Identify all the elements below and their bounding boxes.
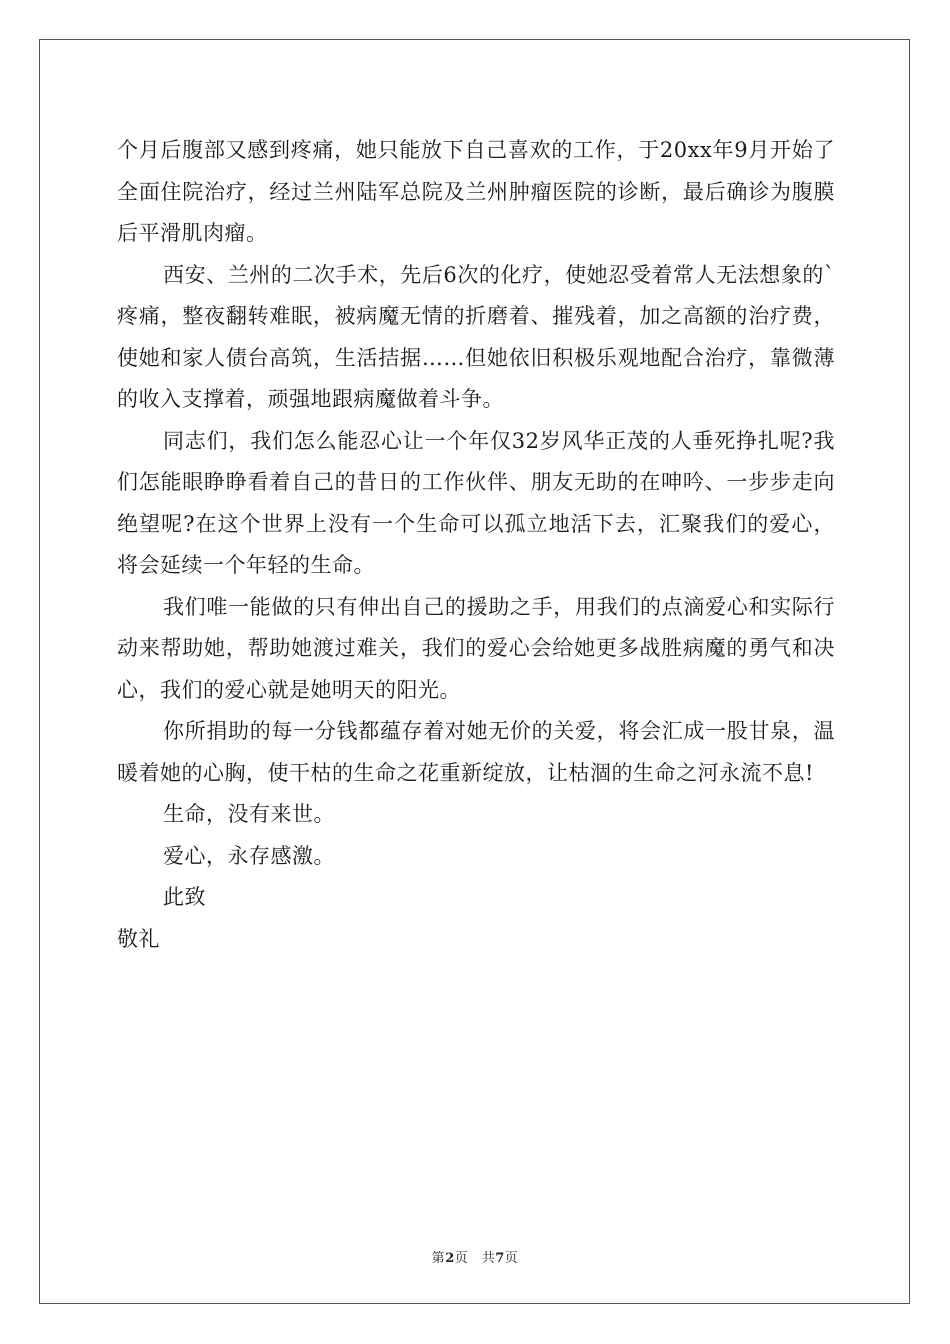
paragraph-2: 西安、兰州的二次手术，先后6次的化疗，使她忍受着常人无法想象的`疼痛，整夜翻转难眠，被病魔无情的折磨着、摧残着，加之高额的治疗费，使她和家人债台高筑，生活拮据……但她依旧积极乐观地配合治疗，靠微薄的收入支撑着，顽强地跟病魔做着斗争。 [117, 262, 835, 411]
page-footer [0, 1247, 950, 1266]
closing-regards: 敬礼 [117, 926, 160, 951]
paragraph-7: 爱心，永存感激。 [163, 843, 335, 868]
footer-page-current: 2 [445, 1251, 455, 1266]
footer-mid: 页 共 [454, 1251, 496, 1266]
closing-salutation: 此致 [163, 885, 206, 909]
document-body [117, 130, 835, 960]
paragraph-1: 个月后腹部又感到疼痛，她只能放下自己喜欢的工作，于20xx年9月开始了全面住院治疗，经过兰州陆军总院及兰州肿瘤医院的诊断，最后确诊为腹膜后平滑肌肉瘤。 [117, 138, 835, 245]
footer-page-total: 7 [495, 1251, 505, 1266]
paragraph-4: 我们唯一能做的只有伸出自己的援助之手，用我们的点滴爱心和实际行动来帮助她，帮助她渡过难关，我们的爱心会给她更多战胜病魔的勇气和决心，我们的爱心就是她明天的阳光。 [117, 594, 835, 702]
footer-prefix: 第 [431, 1251, 446, 1266]
paragraph-6: 生命，没有来世。 [163, 802, 335, 826]
footer-suffix: 页 [504, 1251, 519, 1266]
paragraph-5: 你所捐助的每一分钱都蕴存着对她无价的关爱，将会汇成一股甘泉，温暖着她的心胸，使干枯的生命之花重新绽放，让枯涸的生命之河永流不息! [117, 719, 835, 785]
paragraph-3: 同志们，我们怎么能忍心让一个年仅32岁风华正茂的人垂死挣扎呢?我们怎能眼睁睁看着自己的昔日的工作伙伴、朋友无助的在呻吟、一步步走向绝望呢?在这个世界上没有一个生命可以孤立地活下去，汇聚我们的爱心，将会延续一个年轻的生命。 [117, 428, 835, 577]
